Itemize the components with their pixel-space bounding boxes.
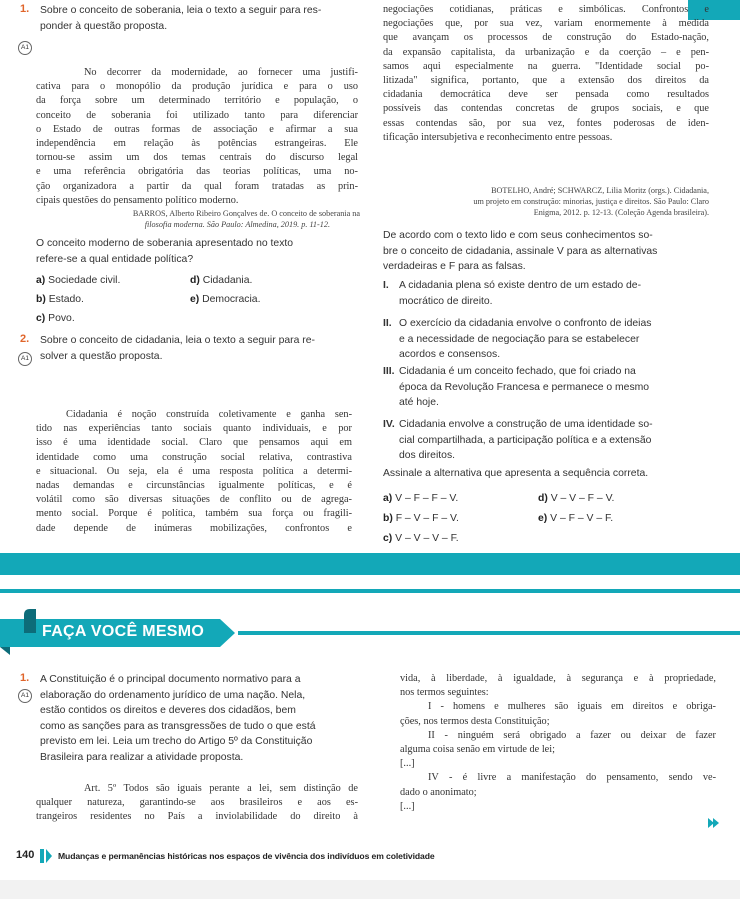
option-text: V – F – V – F.	[550, 513, 614, 524]
statement-4	[383, 417, 709, 464]
text-line: conceito de soberania foi utilizado tanto para diferenciar	[36, 109, 358, 121]
text-line: Art. 5º Todos são iguais perante a lei, sem distinção de	[84, 783, 358, 794]
option-text: Cidadania.	[202, 275, 253, 286]
text-line: [...]	[400, 758, 415, 770]
text-line: A Constituição é o principal documento normativo para a	[40, 674, 301, 685]
option-letter: c)	[36, 313, 46, 324]
option-letter: b)	[36, 294, 46, 305]
text-line: estão contidos os direitos e deveres dos cidadãos, bem	[40, 705, 296, 717]
text-line: e situacional. Ou seja, ela é uma resposta política a determi-	[36, 465, 352, 477]
q1-quote	[36, 66, 358, 208]
option-letter: e)	[190, 294, 200, 305]
statement-1	[383, 278, 709, 309]
footer-marker-icon	[40, 849, 52, 868]
option-letter: a)	[36, 275, 46, 286]
text-line: essas contendas são, por sua vez, fontes poderosas de iden-	[383, 117, 709, 129]
q2-intro	[383, 228, 709, 275]
text-line: trangeiros residentes no País a inviolabilidade do direito à	[36, 811, 358, 823]
q3-quote-right	[400, 672, 716, 814]
text-line: dade depende de inúmeras mobilizações, confrontos e	[36, 522, 352, 534]
text-line: tido nas experiências tanto sociais quanto individuais, e por	[36, 423, 352, 435]
option-text: V – F – F – V.	[395, 493, 459, 504]
text-line: samos aqui especialmente na guerra. "Identidade social po-	[383, 60, 709, 72]
text-line: refere-se a qual entidade política?	[36, 253, 194, 265]
continue-arrow-icon	[708, 815, 720, 833]
text-line: Sobre o conceito de cidadania, leia o texto a seguir para re-	[40, 335, 315, 346]
option-e[interactable]	[538, 511, 613, 526]
text-line: [...]	[400, 800, 415, 812]
q3-prompt	[40, 672, 358, 766]
text-line: Cidadania é um conceito fechado, que foi criado na	[399, 366, 636, 377]
question-number: 1.	[20, 3, 30, 15]
text-line: qualquer natureza, garantindo-se aos brasileiros e aos es-	[36, 797, 358, 809]
option-text: V – V – F – V.	[550, 493, 615, 504]
statement-number: IV.	[383, 419, 395, 430]
statement-2	[383, 316, 709, 363]
text-line: volátil como são diversas situações de conflito ou de agrega-	[36, 494, 352, 506]
skill-badge: A1	[18, 352, 32, 366]
text-line: dado o anonimato;	[400, 786, 477, 798]
text-line: nos termos seguintes:	[400, 687, 489, 699]
option-letter: a)	[383, 493, 393, 504]
option-letter: e)	[538, 513, 548, 524]
option-text: Democracia.	[202, 294, 261, 305]
option-b[interactable]	[383, 511, 459, 526]
text-line: acordos e consensos.	[399, 349, 501, 361]
text-line: alguma coisa senão em virtude de lei;	[400, 744, 555, 756]
text-line: O conceito moderno de soberania apresentado no texto	[36, 238, 294, 249]
text-line: IV - é livre a manifestação do pensamento, sendo ve-	[428, 772, 716, 784]
text-line: mocrático de direito.	[399, 295, 493, 307]
text-line: vida, à liberdade, à igualdade, à segurança e à propriedade,	[400, 673, 716, 684]
text-line: ções, nos termos desta Constituição;	[400, 715, 550, 727]
text-line: da força sobre um determinado território e população, o	[36, 95, 358, 107]
footer-text: Mudanças e permanências históricas nos espaços de vivência dos indivíduos em coletividade	[58, 851, 435, 861]
option-text: Estado.	[48, 294, 84, 305]
option-letter: d)	[538, 493, 548, 504]
question-number: 2.	[20, 333, 30, 345]
text-line: dos direitos.	[399, 450, 456, 462]
q2-reference	[383, 185, 709, 218]
q1-prompt	[40, 3, 352, 34]
section-title: FAÇA VOCÊ MESMO	[42, 623, 205, 640]
question-number: 1.	[20, 672, 30, 684]
q3-quote-left	[36, 782, 358, 825]
text-line: um projeto em construção: minorias, justiça e direitos. São Paulo: Claro	[473, 197, 709, 206]
text-line: Brasileira para realizar a atividade proposta.	[40, 751, 244, 763]
text-line: elaboração do ordenamento jurídico de uma nação. Nela,	[40, 689, 306, 701]
text-line: cativa para o monopólio da produção jurídica e para o uso	[36, 81, 358, 93]
statement-number: III.	[383, 366, 395, 377]
page-bottom-edge	[0, 880, 740, 899]
text-line: o Estado de outras formas de associação e afirmar a sua	[36, 123, 358, 135]
text-line: e a necessidade de negociação para se estabelecer	[399, 333, 640, 345]
text-line: BARROS, Alberto Ribeiro Gonçalves de. O conceito de soberania na	[132, 209, 360, 218]
statement-number: II.	[383, 318, 392, 329]
text-line: Cidadania é noção construída coletivamente e ganha sen-	[66, 409, 352, 420]
text-line: até hoje.	[399, 397, 439, 409]
text-line: cial compartilhada, a participação política e a extensão	[399, 434, 652, 446]
option-text: V – V – V – F.	[395, 533, 459, 544]
q2-quote-left	[36, 408, 352, 536]
option-a[interactable]	[36, 273, 120, 288]
q2-prompt	[40, 333, 352, 364]
text-line: mento social. Porque é política, também sua força ou fragili-	[36, 508, 352, 520]
text-line: ção organizadora a partir da qual foram tratadas as prin-	[36, 180, 358, 192]
option-letter: d)	[190, 275, 200, 286]
text-line: tificação intersubjetiva e reconhecimento entre pessoas.	[383, 131, 613, 143]
text-line: negociações que, por sua vez, variam enormemente à medida	[383, 18, 709, 30]
text-line: independência em relação às potências estrangeiras. Ele	[36, 138, 358, 150]
text-line: Sobre o conceito de soberania, leia o texto a seguir para res-	[40, 5, 322, 16]
text-line: verdadeiras e F para as falsas.	[383, 261, 526, 273]
skill-badge: A1	[18, 689, 32, 703]
option-b[interactable]	[36, 292, 84, 307]
option-text: F – V – F – V.	[395, 513, 459, 524]
section-title-banner	[0, 605, 740, 661]
text-line: época da Revolução Francesa e permanece o mesmo	[399, 381, 650, 393]
text-line: e uma referência obrigatória das teorias políticas, uma no-	[36, 166, 358, 178]
text-line: II - ninguém será obrigado a fazer ou deixar de fazer	[428, 729, 716, 741]
text-line: cidadania democrática deve ser pensada como resultados	[383, 89, 709, 101]
section-divider-line	[0, 589, 740, 593]
text-line: como as sanções para as transgressões de tudo o que está	[40, 720, 316, 732]
text-line: cipais questões do pensamento político moderno.	[36, 194, 239, 206]
option-a[interactable]	[383, 491, 458, 506]
text-line: tornou-se assim um dos temas centrais do discurso legal	[36, 152, 358, 164]
text-line: Enigma, 2012. p. 12-13. (Coleção Agenda brasileira).	[533, 208, 709, 217]
text-line: negociações cotidianas, práticas e simbólicas. Confrontos e	[383, 4, 709, 15]
option-c[interactable]	[36, 311, 75, 326]
text-line: solver a questão proposta.	[40, 350, 163, 362]
text-line: previsto em lei. Leia um trecho do Artigo 5º da Constituição	[40, 736, 313, 748]
text-line: identidade como uma construção social relativa, contrastiva	[36, 451, 352, 463]
statement-3	[383, 364, 709, 411]
page-number: 140	[16, 849, 35, 861]
text-line: nadas demandas e circunstâncias igualmente políticas, e é	[36, 480, 352, 492]
text-line: Cidadania envolve a construção de uma identidade so-	[399, 419, 653, 430]
option-e[interactable]	[190, 292, 260, 307]
option-d[interactable]	[190, 273, 252, 288]
text-line: possíveis das contendas concretas de grupos sociais, e que	[383, 103, 709, 115]
text-line: No decorrer da modernidade, ao fornecer uma justifi-	[84, 67, 358, 78]
option-letter: b)	[383, 513, 393, 524]
text-line: O exercício da cidadania envolve o confronto de ideias	[399, 318, 652, 329]
text-line: da expansão capitalista, da urbanização e da coerção – e pen-	[383, 46, 709, 58]
option-c[interactable]	[383, 531, 459, 546]
skill-badge: A1	[18, 41, 32, 55]
text-line: litizada" significa, portanto, que a extensão dos direitos da	[383, 75, 709, 87]
q1-reference	[40, 208, 360, 230]
text-line: I - homens e mulheres são iguais em direitos e obriga-	[428, 701, 716, 713]
option-letter: c)	[383, 533, 393, 544]
text-line: isso é uma identidade social. Claro que pensamos aqui em	[36, 437, 352, 449]
text-line: BOTELHO, André; SCHWARCZ, Lilia Moritz (orgs.). Cidadania,	[491, 186, 709, 195]
text-line: bre o conceito de cidadania, assinale V para as alternativas	[383, 245, 658, 257]
text-line: A cidadania plena só existe dentro de um estado de-	[399, 280, 642, 291]
option-text: Povo.	[48, 313, 75, 324]
q1-question	[36, 236, 356, 267]
option-text: Sociedade civil.	[48, 275, 121, 286]
text-line: filosofia moderna. São Paulo: Almedina, 2019. p. 11-12.	[144, 220, 330, 229]
text-line: que avançam os processos de construção do Estado-nação,	[383, 32, 709, 44]
text-line: ponder à questão proposta.	[40, 20, 168, 32]
section-divider-band	[0, 553, 740, 575]
q2-quote-right	[383, 3, 709, 145]
text-line: De acordo com o texto lido e com seus conhecimentos so-	[383, 230, 653, 241]
q2-instruction: Assinale a alternativa que apresenta a sequência correta.	[383, 468, 649, 479]
statement-number: I.	[383, 280, 389, 291]
option-d[interactable]	[538, 491, 614, 506]
